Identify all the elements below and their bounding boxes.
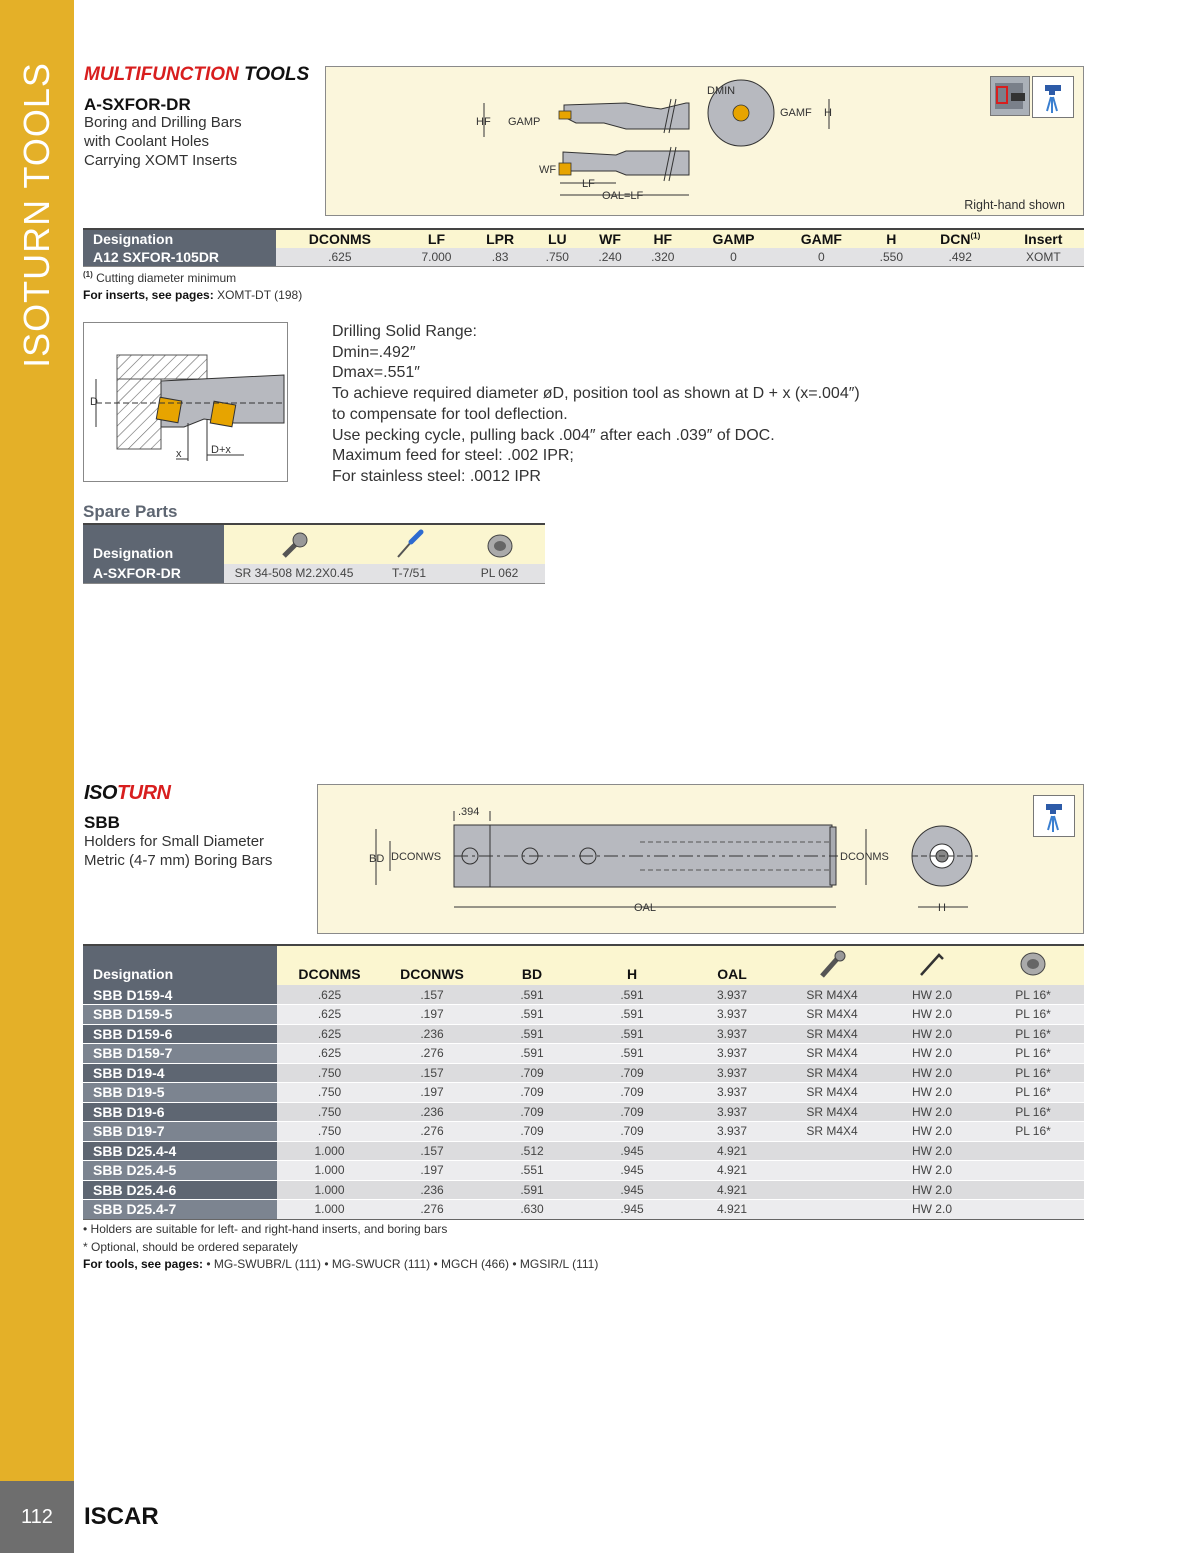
table-cell: 1.000 [277,1141,382,1161]
header-lu: LU [531,229,584,248]
table-cell: .197 [382,1161,482,1181]
table-cell: 4.921 [682,1161,782,1181]
cell-designation: A12 SXFOR-105DR [83,248,276,266]
table-cell: .550 [865,248,918,266]
table-cell: .709 [482,1102,582,1122]
table-cell: HW 2.0 [882,1005,982,1025]
table-cell: .591 [482,1044,582,1064]
table-cell: 4.921 [682,1180,782,1200]
table-cell: 7.000 [404,248,470,266]
table-cell: HW 2.0 [882,1141,982,1161]
product-description [84,113,242,170]
header-designation: Designation [83,229,276,248]
table-cell: .750 [277,1083,382,1103]
table-cell: 3.937 [682,1005,782,1025]
table-cell: SR M4X4 [782,1083,882,1103]
header-dconws: DCONWS [382,945,482,985]
product-description [84,832,272,870]
table-cell: 3.937 [682,1102,782,1122]
footnote [83,270,236,285]
drilling-diagram [83,322,288,482]
table-row [83,564,545,583]
header-dcn: DCN$^{(1)}$ [918,229,1003,248]
table-cell: PL 16* [982,1044,1084,1064]
spare-parts-table [83,523,545,584]
table-cell: SR M4X4 [782,985,882,1005]
screw-icon [224,524,364,564]
tool-diagram [325,66,1084,216]
table-cell: .551 [482,1161,582,1181]
table-cell: .591 [482,985,582,1005]
cell-designation: SBB D25.4-7 [83,1200,277,1220]
table-cell: 3.937 [682,1024,782,1044]
table-cell: .276 [382,1200,482,1220]
table-cell: SR M4X4 [782,1122,882,1142]
table-cell: HW 2.0 [882,985,982,1005]
screw-icon [782,945,882,985]
table-row [83,1180,1084,1200]
coolant-icon [1033,795,1075,837]
label-dmin: DMIN [707,85,736,97]
label-h: H [824,107,832,119]
instruction-line: to compensate for tool deflection. [332,405,568,423]
boring-bar-drawing [326,67,1083,215]
table-cell: 4.921 [682,1141,782,1161]
table-cell: 3.937 [682,1063,782,1083]
header-insert: Insert [1003,229,1084,248]
header-lpr: LPR [469,229,531,248]
table-cell: .750 [277,1063,382,1083]
table-cell: PL 16* [982,1063,1084,1083]
table-cell [782,1180,882,1200]
table-cell: .236 [382,1102,482,1122]
table-cell [782,1161,882,1181]
inserts-label: For inserts, see pages: [83,288,214,302]
holder-diagram [317,784,1084,934]
table-cell: SR M4X4 [782,1024,882,1044]
holders-table [83,944,1084,1220]
cell-designation: SBB D25.4-5 [83,1161,277,1181]
table-cell: .750 [277,1122,382,1142]
table-cell: .591 [482,1005,582,1025]
table-cell: .276 [382,1044,482,1064]
label-hf: HF [476,116,491,128]
table-cell: HW 2.0 [882,1180,982,1200]
table-cell: .625 [277,985,382,1005]
table-row [83,1063,1084,1083]
tools-links[interactable]: • MG-SWUBR/L (111) • MG-SWUCR (111) • MGCH (466) • MGSIR/L (111) [206,1257,599,1271]
instruction-line: Drilling Solid Range: [332,323,477,340]
table-cell: 0 [778,248,865,266]
table-cell: .320 [636,248,689,266]
header-wf: WF [584,229,637,248]
table-row [83,1161,1084,1181]
header-lf: LF [404,229,470,248]
cell-designation: SBB D159-5 [83,1005,277,1025]
logo-red-text: MULTIFUNCTION [84,64,239,85]
table-cell: .512 [482,1141,582,1161]
table-row [83,248,1084,266]
header-dconms: DCONMS [277,945,382,985]
table-cell: .591 [582,985,682,1005]
cell-designation: SBB D25.4-6 [83,1180,277,1200]
isoturn-logo [84,782,171,805]
desc-line: with Coolant Holes [84,133,210,150]
instruction-line: For stainless steel: .0012 IPR [332,467,541,485]
specs-table [83,228,1084,267]
table-row [83,985,1084,1005]
footnote-marker: (1) [83,270,93,279]
dcn-superscript: (1) [970,231,981,241]
table-cell: SR M4X4 [782,1005,882,1025]
table-cell: .709 [582,1063,682,1083]
header-h: H [865,229,918,248]
table-cell: HW 2.0 [882,1063,982,1083]
table-cell: .197 [382,1005,482,1025]
table-cell: PL 16* [982,1122,1084,1142]
table-cell: PL 16* [982,1005,1084,1025]
instruction-line: To achieve required diameter øD, position tool as shown at D + x (x=.004″) [332,385,860,403]
instruction-line: Dmin=.492″ [332,343,416,361]
table-cell: HW 2.0 [882,1122,982,1142]
inserts-reference [83,288,302,302]
label-oal-lf: OAL=LF [602,190,644,202]
table-cell: HW 2.0 [882,1083,982,1103]
desc-line: Boring and Drilling Bars [84,114,242,131]
header-gamf: GAMF [778,229,865,248]
multifunction-logo [84,64,309,86]
table-cell: HW 2.0 [882,1044,982,1064]
table-cell: 3.937 [682,1083,782,1103]
instruction-line: Dmax=.551″ [332,364,420,382]
logo-black-text: TOOLS [244,64,310,85]
table-cell: 0 [689,248,778,266]
table-cell: .240 [584,248,637,266]
drilling-instructions [332,322,860,488]
label-394: .394 [458,806,480,818]
internal-turning-icon [990,76,1030,116]
table-cell: .625 [276,248,404,266]
inserts-link[interactable]: XOMT-DT (198) [217,288,303,302]
table-cell: 3.937 [682,985,782,1005]
table-cell: HW 2.0 [882,1102,982,1122]
header-designation: Designation [83,524,224,564]
table-cell: .625 [277,1024,382,1044]
table-cell: .709 [582,1083,682,1103]
label-oal: OAL [634,902,657,914]
holder-drawing [318,785,1083,933]
table-cell: 3.937 [682,1122,782,1142]
label-wf: WF [539,164,557,176]
instruction-line: Maximum feed for steel: .002 IPR; [332,447,574,465]
desc-line: Holders for Small Diameter [84,833,265,850]
label-gamp: GAMP [508,116,541,128]
page-number: 112 [0,1481,74,1553]
cell-designation: SBB D19-6 [83,1102,277,1122]
table-row [83,1122,1084,1142]
table-cell: .83 [469,248,531,266]
tools-reference [83,1257,598,1271]
cell-designation: SBB D159-6 [83,1024,277,1044]
sidebar-title: ISOTURN TOOLS [16,62,57,368]
header-oal: OAL [682,945,782,985]
table-cell [782,1200,882,1220]
table-cell: .625 [277,1044,382,1064]
table-cell: T-7/51 [364,564,454,583]
table-cell: .709 [582,1102,682,1122]
label-x: x [176,448,182,460]
footnote-text: Cutting diameter minimum [96,271,237,285]
table-header-row [83,524,545,564]
table-header-row [83,229,1084,248]
table-cell: .157 [382,1141,482,1161]
table-cell: .750 [531,248,584,266]
header-bd: BD [482,945,582,985]
table-cell [982,1200,1084,1220]
cell-designation: SBB D19-5 [83,1083,277,1103]
header-hf: HF [636,229,689,248]
table-row [83,1044,1084,1064]
table-row [83,1083,1084,1103]
table-cell: PL 16* [982,1083,1084,1103]
logo-black-text: ISO [84,782,117,804]
product-code: SBB [84,813,120,832]
table-cell: SR M4X4 [782,1063,882,1083]
table-cell: .709 [582,1122,682,1142]
note-optional: * Optional, should be ordered separately [83,1240,298,1254]
table-cell: .157 [382,1063,482,1083]
spare-parts-title: Spare Parts [83,502,178,521]
cell-designation: SBB D159-7 [83,1044,277,1064]
table-cell: .709 [482,1122,582,1142]
table-row [83,1102,1084,1122]
table-cell: HW 2.0 [882,1024,982,1044]
header-designation: Designation [83,945,277,985]
table-cell: .591 [482,1180,582,1200]
sidebar [0,0,74,1553]
plug-icon [454,524,545,564]
label-h: H [938,902,946,914]
table-cell: .591 [482,1024,582,1044]
table-cell: .236 [382,1024,482,1044]
table-cell: 4.921 [682,1200,782,1220]
brand-footer: ISCAR [84,1503,159,1530]
table-cell: HW 2.0 [882,1161,982,1181]
table-row [83,1024,1084,1044]
table-cell: 1.000 [277,1161,382,1181]
cell-designation: SBB D159-4 [83,985,277,1005]
label-dx: D+x [211,444,231,456]
table-cell: .625 [277,1005,382,1025]
cell-designation: A-SXFOR-DR [83,564,224,583]
table-cell [982,1141,1084,1161]
table-cell: HW 2.0 [882,1200,982,1220]
tools-label: For tools, see pages: [83,1257,204,1271]
table-cell: 1.000 [277,1180,382,1200]
product-code: A-SXFOR-DR [84,95,191,114]
screwdriver-icon [364,524,454,564]
desc-line: Carrying XOMT Inserts [84,152,238,169]
right-hand-note: Right-hand shown [964,198,1065,212]
table-cell: .492 [918,248,1003,266]
table-cell: .945 [582,1180,682,1200]
table-cell: .750 [277,1102,382,1122]
hex-key-icon [882,945,982,985]
table-cell: .945 [582,1161,682,1181]
logo-red-text: TURN [116,782,171,804]
table-cell: SR M4X4 [782,1044,882,1064]
table-cell: .236 [382,1180,482,1200]
instruction-line: Use pecking cycle, pulling back .004″ after each .039″ of DOC. [332,426,775,444]
header-gamp: GAMP [689,229,778,248]
table-cell: PL 16* [982,1102,1084,1122]
table-cell: .197 [382,1083,482,1103]
table-cell: .591 [582,1044,682,1064]
table-cell: .591 [582,1005,682,1025]
table-cell: SR M4X4 [782,1102,882,1122]
table-cell: .276 [382,1122,482,1142]
label-dconms: DCONMS [840,851,889,863]
table-cell: .157 [382,985,482,1005]
table-cell: .945 [582,1141,682,1161]
table-cell: PL 16* [982,985,1084,1005]
table-cell: .709 [482,1063,582,1083]
table-row [83,1200,1084,1220]
label-d: D [90,396,98,408]
table-row [83,1005,1084,1025]
cell-designation: SBB D19-7 [83,1122,277,1142]
table-cell: 3.937 [682,1044,782,1064]
cell-designation: SBB D25.4-4 [83,1141,277,1161]
cell-designation: SBB D19-4 [83,1063,277,1083]
label-dconws: DCONWS [391,851,442,863]
header-h: H [582,945,682,985]
table-cell: .945 [582,1200,682,1220]
table-cell: PL 062 [454,564,545,583]
coolant-icon [1032,76,1074,118]
drilling-drawing [84,323,287,481]
table-header-row [83,945,1084,985]
desc-line: Metric (4-7 mm) Boring Bars [84,852,273,869]
table-cell: PL 16* [982,1024,1084,1044]
table-cell: 1.000 [277,1200,382,1220]
label-gamf: GAMF [780,107,812,119]
table-cell: .709 [482,1083,582,1103]
label-lf: LF [582,178,595,190]
plug-icon [982,945,1084,985]
table-cell [982,1180,1084,1200]
label-bd: BD [369,853,385,865]
note-left-right: • Holders are suitable for left- and right-hand inserts, and boring bars [83,1222,448,1236]
table-cell [982,1161,1084,1181]
header-dconms: DCONMS [276,229,404,248]
table-cell: SR 34-508 M2.2X0.45 [224,564,364,583]
table-row [83,1141,1084,1161]
table-cell: XOMT [1003,248,1084,266]
table-cell: .630 [482,1200,582,1220]
table-cell: .591 [582,1024,682,1044]
table-cell [782,1141,882,1161]
